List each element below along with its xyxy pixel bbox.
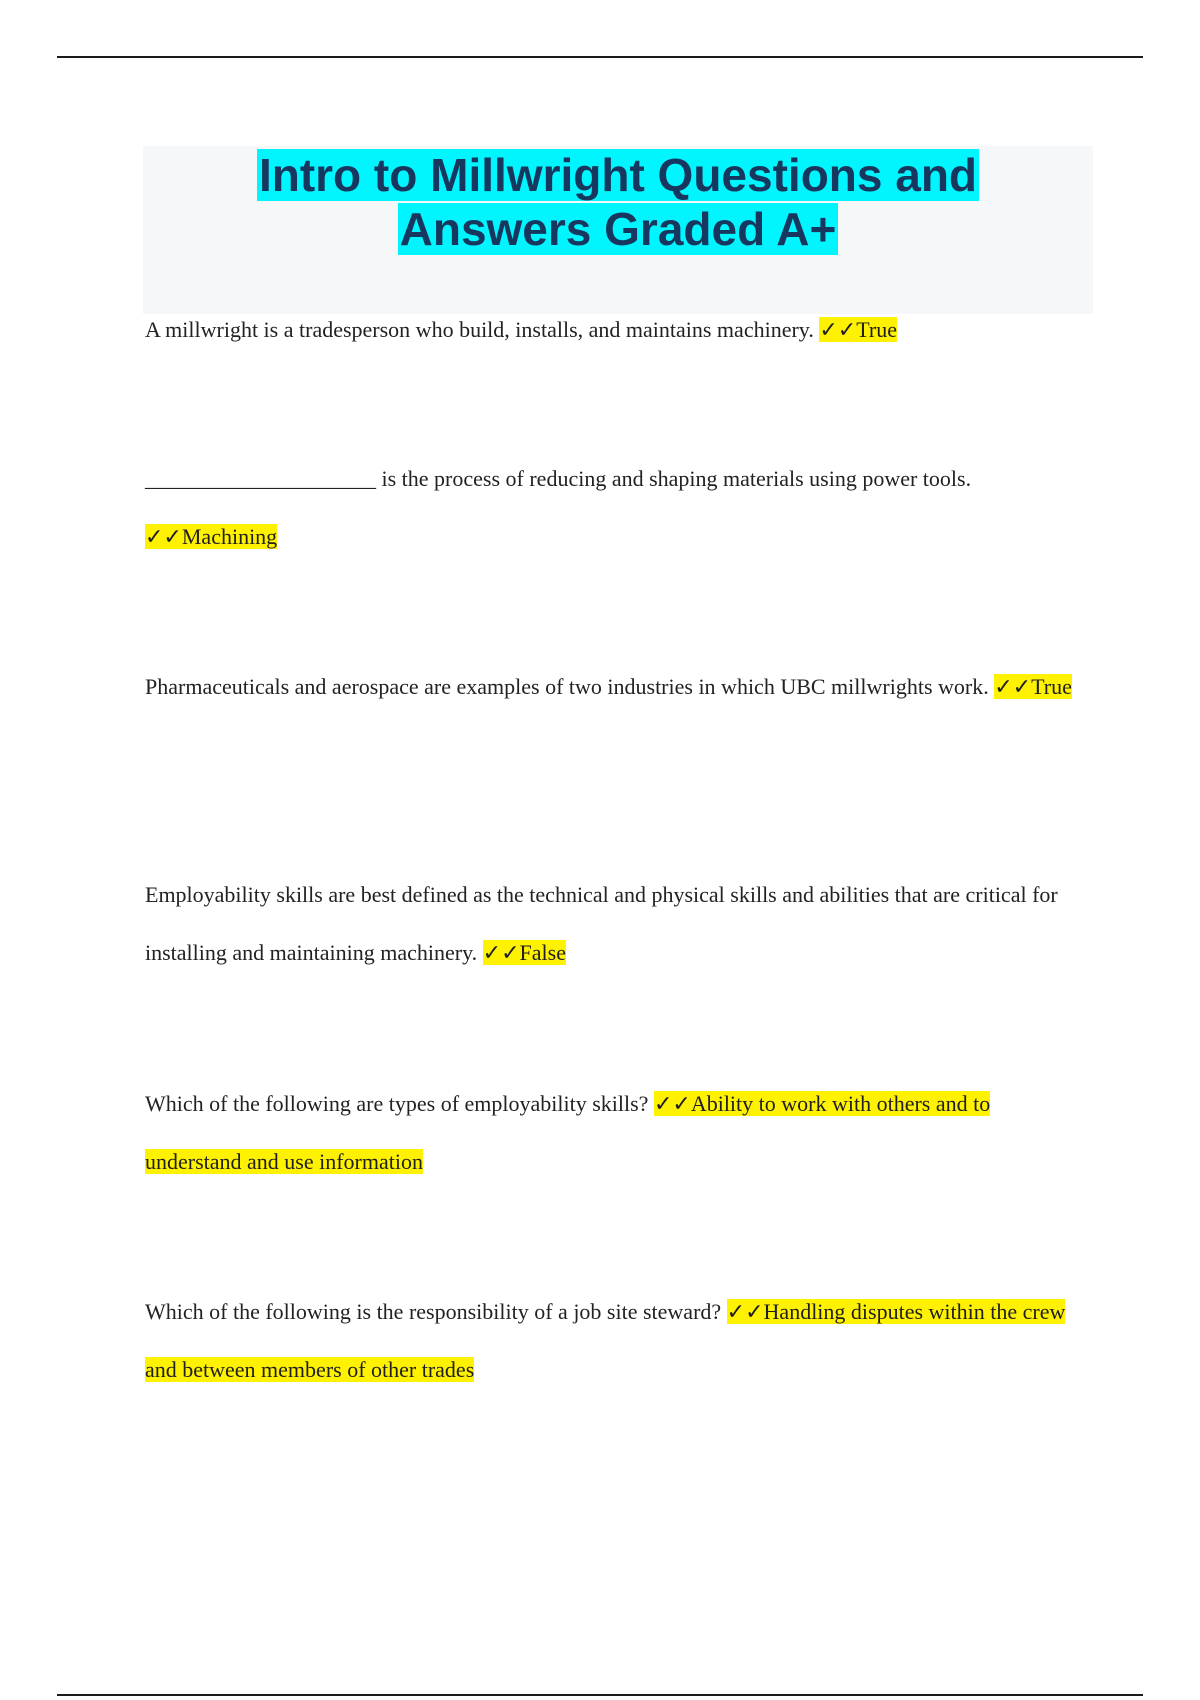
answer-text: ✓✓False bbox=[482, 940, 566, 965]
question-text: Which of the following are types of employability skills? bbox=[145, 1091, 649, 1116]
bottom-rule bbox=[57, 1694, 1143, 1696]
question-text: _____________________ is the process of reducing and shaping materials using power tools. bbox=[145, 466, 972, 491]
qa-item-1 bbox=[145, 301, 1085, 359]
page-title bbox=[143, 146, 1093, 256]
question-text: Pharmaceuticals and aerospace are examples of two industries in which UBC millwrights work. bbox=[145, 674, 989, 699]
title-box bbox=[143, 146, 1093, 314]
top-rule bbox=[57, 56, 1143, 58]
question-text: Which of the following is the responsibility of a job site steward? bbox=[145, 1299, 722, 1324]
answer-text: ✓✓Ability to work with others and to understand and use information bbox=[145, 1091, 991, 1174]
qa-item-2 bbox=[145, 450, 1085, 566]
answer-text: ✓✓True bbox=[819, 317, 897, 342]
qa-item-6 bbox=[145, 1283, 1085, 1399]
title-line-1: Intro to Millwright Questions and bbox=[258, 149, 978, 201]
answer-text: ✓✓Handling disputes within the crew and between members of other trades bbox=[145, 1299, 1066, 1382]
question-text: Employability skills are best defined as the technical and physical skills and abilities that are critical for installing and maintaining machinery. bbox=[145, 882, 1058, 965]
title-line-2: Answers Graded A+ bbox=[399, 203, 837, 255]
answer-text: ✓✓Machining bbox=[145, 524, 278, 549]
question-text: A millwright is a tradesperson who build, installs, and maintains machinery. bbox=[145, 317, 814, 342]
qa-item-5 bbox=[145, 1075, 1085, 1191]
answer-text: ✓✓True bbox=[994, 674, 1072, 699]
qa-item-4 bbox=[145, 866, 1085, 982]
qa-item-3 bbox=[145, 658, 1085, 716]
